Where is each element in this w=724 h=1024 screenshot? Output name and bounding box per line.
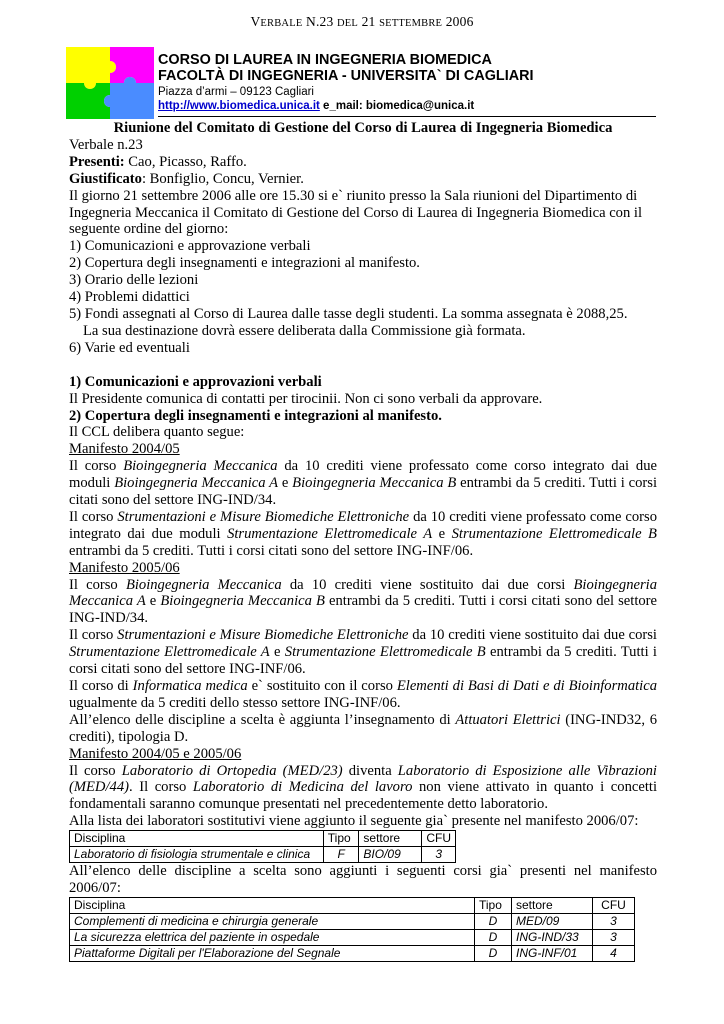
manifesto-2005-paragraph-1: Il corso Bioingegneria Meccanica da 10 crediti viene sostituito dai due corsi Bioingegneria Meccanica A e Bioingegneria Meccanica B entrambi da 5 crediti. Tutti i corsi citati sono del settore ING-IND/34. [69,576,658,627]
table-header-row [70,897,635,913]
table-cell: Complementi di medicina e chirurgia generale [70,913,475,929]
section-1-title: 1) Comunicazioni e approvazioni verbali [69,373,322,390]
manifesto-2005-title: Manifesto 2005/06 [69,559,180,576]
manifesto-2005-paragraph-2: Il corso Strumentazioni e Misure Biomediche Elettroniche da 10 crediti viene sostituito dai due corsi Strumentazione Elettromedicale A e Strumentazione Elettromedicale B entrambi da 5 crediti. Tutti i corsi citati sono del settore ING-INF/06. [69,627,657,678]
table-cell: 4 [593,945,635,961]
course-name: CORSO DI LAUREA IN INGEGNERIA BIOMEDICA [158,52,492,68]
attendees: Presenti: Cao, Picasso, Raffo. [69,153,247,170]
table-header-cell: Tipo [475,897,512,913]
manifesto-both-title: Manifesto 2004/05 e 2005/06 [69,745,242,762]
table-cell: Piattaforme Digitali per l'Elaborazione del Segnale [70,945,475,961]
section-2-title: 2) Copertura degli insegnamenti e integrazioni al manifesto. [69,407,442,424]
manifesto-2004-paragraph-2: Il corso Strumentazioni e Misure Biomediche Elettroniche da 10 crediti viene professato come corso integrato dai due moduli Strumentazione Elettromedicale A e Strumentazione Elettromedicale B entrambi da 5 crediti. Tutti i corsi citati sono del settore ING-INF/06. [69,508,657,559]
manifesto-both-paragraph-3: All’elenco delle discipline a scelta sono aggiunti i seguenti corsi gia` presenti nel manifesto 2006/07: [69,863,657,897]
table-row [70,913,635,929]
verbale-number: Verbale n.23 [69,136,143,153]
agenda-item: 2) Copertura degli insegnamenti e integrazioni al manifesto. [69,255,420,272]
manifesto-both-paragraph-2: Alla lista dei laboratori sostitutivi viene aggiunto il seguente gia` presente nel manifesto 2006/07: [69,813,639,830]
table-cell: 3 [593,913,635,929]
agenda-item: 4) Problemi didattici [69,289,190,306]
table-cell: D [475,945,512,961]
table-header-cell: Tipo [323,831,359,847]
manifesto-2005-paragraph-3: Il corso di Informatica medica e` sostituito con il corso Elementi di Basi di Dati e di Bioinformatica ugualmente da 5 crediti dello stesso settore ING-INF/06. [69,678,658,711]
institution-header [158,52,533,114]
contact-line [158,99,533,114]
table-header-cell: settore [512,897,593,913]
manifesto-2004-paragraph-1: Il corso Bioingegneria Meccanica da 10 crediti viene professato come corso integrato dai due moduli Bioingegneria Meccanica A e Bioingegneria Meccanica B entrambi da 5 crediti. Tutti i corsi citati sono del settore ING-IND/34. [69,458,658,509]
address: Piazza d’armi – 09123 Cagliari [158,86,314,98]
electives-table [69,897,635,962]
email-text: e_mail: biomedica@unica.it [319,100,475,112]
table-header-cell: CFU [593,897,635,913]
agenda-item: 3) Orario delle lezioni [69,272,199,289]
table-cell: F [323,847,359,863]
table-cell: MED/09 [512,913,593,929]
table-header-cell: CFU [422,831,456,847]
table-cell: La sicurezza elettrica del paziente in ospedale [70,929,475,945]
table-cell: BIO/09 [359,847,422,863]
agenda-item: 1) Comunicazioni e approvazione verbali [69,238,311,255]
table-cell: ING-IND/33 [512,929,593,945]
table-cell: 3 [422,847,456,863]
table-cell: D [475,913,512,929]
agenda-item: 6) Varie ed eventuali [69,339,190,356]
header-divider [158,116,656,117]
table-header-cell: settore [359,831,422,847]
table-cell: Laboratorio di fisiologia strumentale e clinica [70,847,324,863]
manifesto-both-paragraph-1: Il corso Laboratorio di Ortopedia (MED/23) diventa Laboratorio di Esposizione alle Vibrazioni (MED/44). Il corso Laboratorio di Medicina del lavoro non viene attivato in quanto i concetti fondamentali saranno comunque presentati nel precedentemente detto laboratorio. [69,762,657,813]
faculty-name: FACOLTÀ DI INGEGNERIA - UNIVERSITA` DI CAGLIARI [158,68,534,84]
website-link[interactable]: http://www.biomedica.unica.it [158,100,320,112]
table-header-row [70,831,456,847]
table-cell: 3 [593,929,635,945]
table-header-cell: Disciplina [70,897,475,913]
table-cell: D [475,929,512,945]
table-header-cell: Disciplina [70,831,324,847]
section-1-text: Il Presidente comunica di contatti per tirocinii. Non ci sono verbali da approvare. [69,390,543,407]
excused: Giustificato: Bonfiglio, Concu, Vernier. [69,170,304,187]
table-row [70,847,456,863]
table-row [70,945,635,961]
manifesto-2005-paragraph-4: All’elenco delle discipline a scelta è aggiunta l’insegnamento di Attuatori Elettrici (ING-IND32, 6 crediti), tipologia D. [69,711,657,745]
agenda-item-continuation: La sua destinazione dovrà essere deliberata dalla Commissione già formata. [83,322,526,339]
manifesto-2004-title: Manifesto 2004/05 [69,441,180,458]
agenda-item: 5) Fondi assegnati al Corso di Laurea dalle tasse degli studenti. La somma assegnata è 2088,25. [69,305,628,322]
puzzle-logo-icon [66,47,154,119]
table-cell: ING-INF/01 [512,945,593,961]
meeting-title: Riunione del Comitato di Gestione del Corso di Laurea di Ingegneria Biomedica [113,120,613,136]
intro-paragraph: Il giorno 21 settembre 2006 alle ore 15.30 si e` riunito presso la Sala riunioni del Dipartimento di Ingegneria Meccanica il Comitato di Gestione del Corso di Laurea di Ingegneria Biomedica con il seguente ordine del giorno: [69,187,643,238]
document-body [69,120,657,962]
running-header: VERBALE N.23 DEL 21 SETTEMBRE 2006 [250,14,474,29]
table-row [70,929,635,945]
laboratory-table [69,830,456,863]
section-2-intro: Il CCL delibera quanto segue: [69,424,245,441]
